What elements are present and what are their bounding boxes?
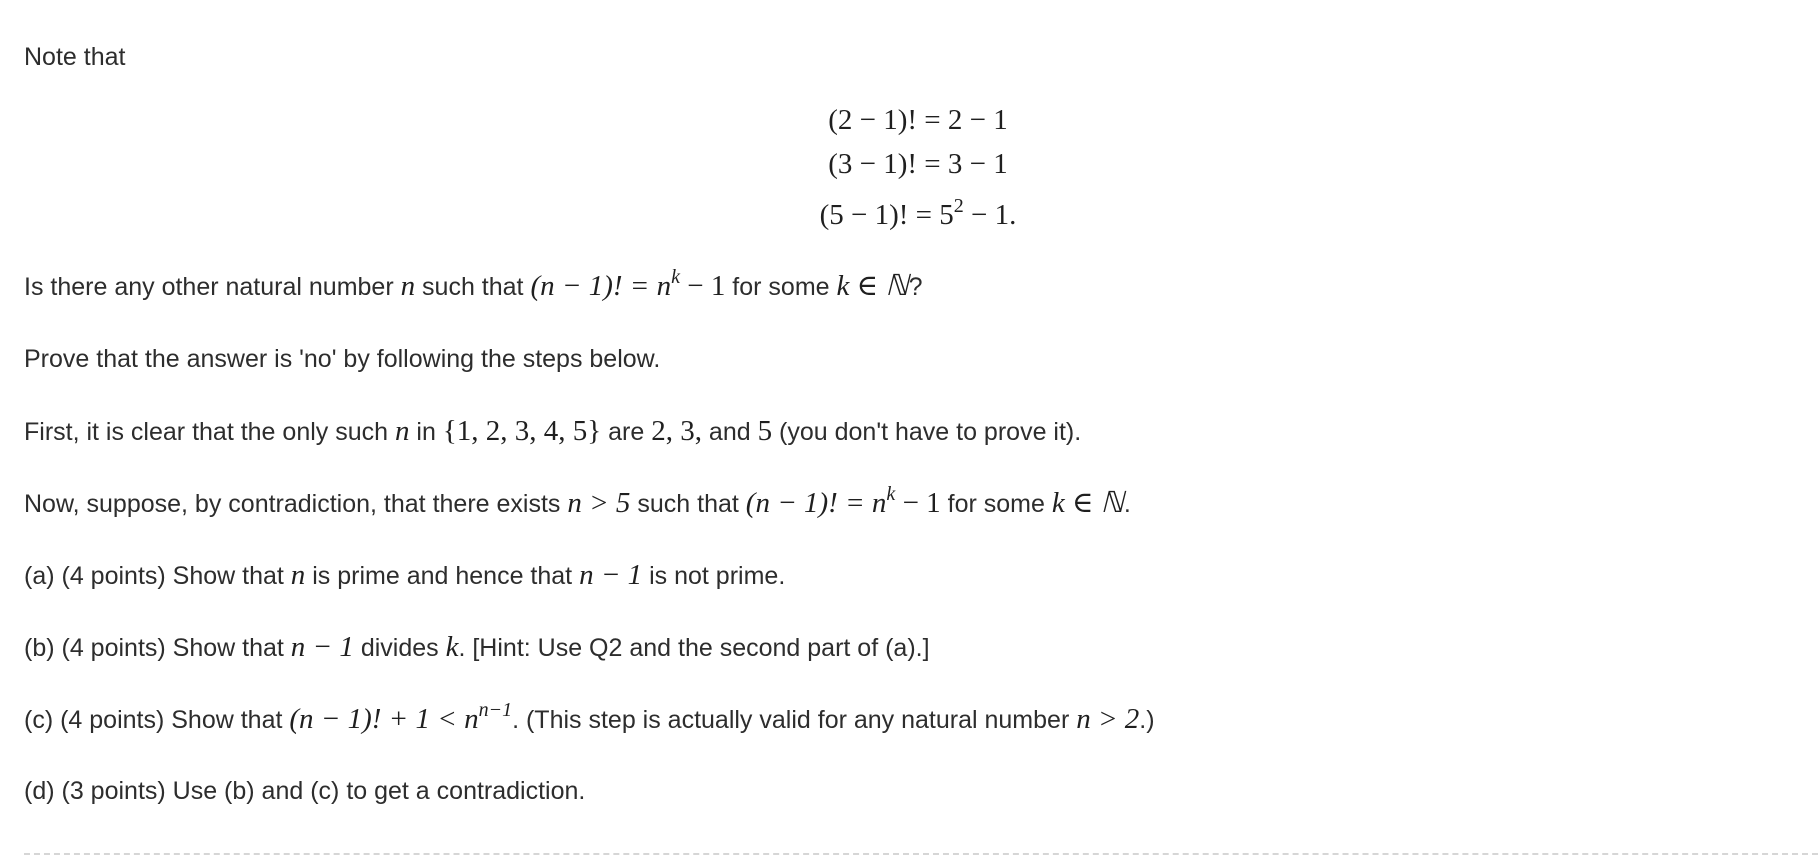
part-b: (b) (4 points) Show that n − 1 divides k. [Hint: Use Q2 and the second part of (a).] <box>24 631 930 663</box>
part-d: (d) (3 points) Use (b) and (c) to get a contradiction. <box>24 777 586 805</box>
equation-3: (5 − 1)! = $5^2 - 1$. <box>819 195 1017 231</box>
prove-text: Prove that the answer is 'no' by following the steps below. <box>24 345 661 373</box>
equation-1: (2 − 1)! = 2 − 1 <box>828 104 1008 136</box>
first-step-text: First, it is clear that the only such n in {1, 2, 3, 4, 5} are 2, 3, and 5 (you don't have to prove it). <box>24 415 1082 447</box>
equation-2: (3 − 1)! = 3 − 1 <box>828 148 1008 180</box>
part-a: (a) (4 points) Show that n is prime and hence that n − 1 is not prime. <box>24 559 786 591</box>
dashed-divider <box>24 853 1818 855</box>
part-c: (c) (4 points) Show that (n − 1)! + $1 < n^{n-1}$. (This step is actually valid for any natural number n > 2.) <box>24 699 1155 735</box>
intro-text: Note that <box>24 43 126 71</box>
problem-statement <box>24 0 1804 856</box>
assumption-text: Now, suppose, by contradiction, that there exists n > 5 such that (n − 1)! = $n^k - 1$ for some k ∈ ℕ. <box>24 483 1131 519</box>
question-text: Is there any other natural number n such that (n − 1)! = $n^k - 1$ for some k ∈ ℕ? <box>24 266 923 302</box>
